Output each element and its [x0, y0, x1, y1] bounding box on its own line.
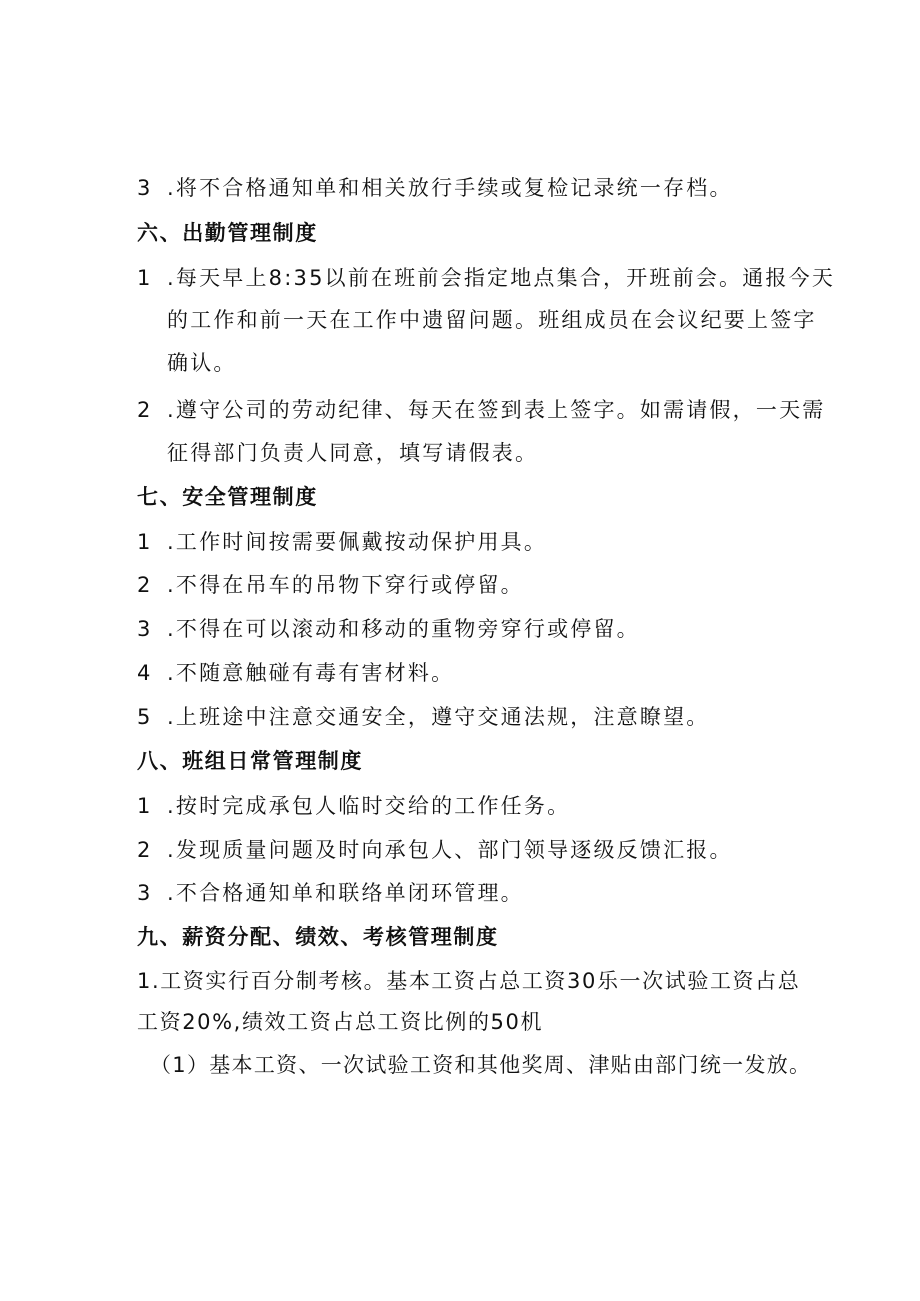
item-text: .不随意触碰有毒有害材料。: [167, 661, 455, 685]
item-text: 征得部门负责人同意，填写请假表。: [167, 441, 539, 465]
section-heading-safety: [137, 482, 318, 512]
safety-item-3: [137, 614, 640, 644]
item-text: .不得在可以滚动和移动的重物旁穿行或停留。: [167, 617, 640, 641]
attendance-item-2-continued: [167, 438, 538, 468]
section-heading-salary: [137, 922, 499, 952]
item-number: 3: [137, 176, 151, 200]
salary-item-1: [137, 966, 800, 996]
item-text: .不得在吊车的吊物下穿行或停留。: [167, 573, 524, 597]
item-number: 1: [137, 794, 151, 818]
item-text: 确认。: [167, 351, 237, 375]
attendance-item-1-continued: [167, 305, 817, 335]
item-text: （1）基本工资、一次试验工资和其他奖周、津贴由部门统一发放。: [150, 1053, 812, 1077]
item-number: 5: [137, 705, 151, 729]
item-text: .遵守公司的劳动纪律、每天在签到表上签字。如需请假，一天需: [167, 398, 826, 422]
item-text: .发现质量问题及时向承包人、部门领导逐级反馈汇报。: [167, 838, 733, 862]
safety-item-2: [137, 570, 524, 600]
item-number: 1: [137, 530, 151, 554]
section-heading-attendance: [137, 218, 318, 248]
item-text: .按时完成承包人临时交给的工作任务。: [167, 794, 571, 818]
item-number: 4: [137, 661, 151, 685]
safety-item-4: [137, 658, 454, 688]
item-text: .将不合格通知单和相关放行手续或复检记录统一存档。: [167, 176, 733, 200]
salary-item-1-continued: [137, 1007, 543, 1037]
safety-item-1: [137, 527, 547, 557]
item-number: 2: [137, 398, 151, 422]
item-number: 2: [137, 838, 151, 862]
section-heading-team-daily: [137, 746, 363, 776]
item-number: 2: [137, 573, 151, 597]
item-text: .工作时间按需要佩戴按动保护用具。: [167, 530, 548, 554]
attendance-item-1-continued-2: [167, 348, 237, 378]
item-number: 3: [137, 881, 151, 905]
attendance-item-1: [137, 263, 835, 293]
item-text: 工资20%,绩效工资占总工资比例的50机: [137, 1010, 544, 1034]
team-item-3: [137, 878, 524, 908]
attendance-prev-item-3: [137, 173, 733, 203]
heading-text: 七、安全管理制度: [137, 485, 318, 509]
item-text: 1.工资实行百分制考核。基本工资占总工资30乐一次试验工资占总: [137, 969, 801, 993]
item-number: 3: [137, 617, 151, 641]
heading-text: 九、薪资分配、绩效、考核管理制度: [137, 925, 499, 949]
safety-item-5: [137, 702, 709, 732]
item-text: .上班途中注意交通安全，遵守交通法规，注意瞭望。: [167, 705, 710, 729]
item-text: 的工作和前一天在工作中遗留问题。班组成员在会议纪要上签字: [167, 308, 817, 332]
team-item-2: [137, 835, 733, 865]
team-item-1: [137, 791, 570, 821]
item-number: 1: [137, 266, 151, 290]
heading-text: 八、班组日常管理制度: [137, 749, 363, 773]
item-text: .不合格通知单和联络单闭环管理。: [167, 881, 524, 905]
heading-text: 六、出勤管理制度: [137, 221, 318, 245]
item-text: .每天早上8:35以前在班前会指定地点集合，开班前会。通报今天: [167, 266, 836, 290]
attendance-item-2: [137, 395, 825, 425]
salary-subitem-1: [150, 1050, 811, 1080]
